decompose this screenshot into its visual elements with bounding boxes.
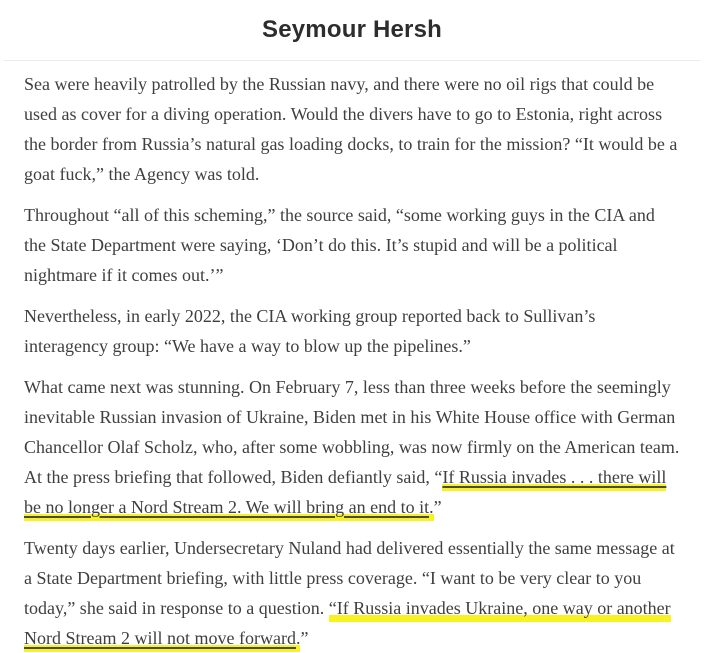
paragraph-2 — [24, 200, 680, 290]
body-text: What came next was stunning. On February 7, less than three weeks before the seemingly inevitable Russian invasion of Ukraine, Biden met in his White House office with German Chancellor Olaf Scholz, who, after some wobbling, was now firmly on the American team. At the press briefing that followed, Biden defiantly said, “ — [24, 377, 680, 487]
highlighted-link-text[interactable]: Nord Stream 2 will not move forward — [24, 628, 296, 652]
highlighted-text: . — [429, 497, 434, 521]
highlighted-text: . — [296, 628, 301, 652]
body-text: Twenty days earlier, Undersecretary Nuland had delivered essentially the same message at a State Department briefing, with little press coverage. “I want to be very clear to you today,” she said in response to a question. — [24, 538, 675, 618]
body-text: ” — [300, 628, 309, 648]
page-header — [0, 0, 704, 44]
body-text: ” — [433, 497, 442, 517]
article-body — [0, 61, 704, 653]
paragraph-3 — [24, 301, 680, 361]
highlighted-text: “If Russia invades Ukraine, one way or another — [329, 598, 671, 622]
paragraph-5 — [24, 533, 680, 653]
highlighted-link-text[interactable]: If Russia invades . . . there will be no longer a Nord Stream 2. We will bring an end to it — [24, 467, 666, 521]
body-text: Throughout “all of this scheming,” the source said, “some working guys in the CIA and the State Department were saying, ‘Don’t do this. It’s stupid and will be a political nightmare if it comes out.’” — [24, 205, 655, 285]
paragraph-4 — [24, 372, 680, 522]
body-text: Nevertheless, in early 2022, the CIA working group reported back to Sullivan’s interagency group: “We have a way to blow up the pipelines.” — [24, 306, 596, 356]
paragraph-1 — [24, 69, 680, 189]
page-title: Seymour Hersh — [262, 16, 442, 43]
body-text: Sea were heavily patrolled by the Russian navy, and there were no oil rigs that could be used as cover for a diving operation. Would the divers have to go to Estonia, right across the border from Russia’s natural gas loading docks, to train for the mission? “It would be a goat fuck,” the Agency was told. — [24, 74, 678, 184]
